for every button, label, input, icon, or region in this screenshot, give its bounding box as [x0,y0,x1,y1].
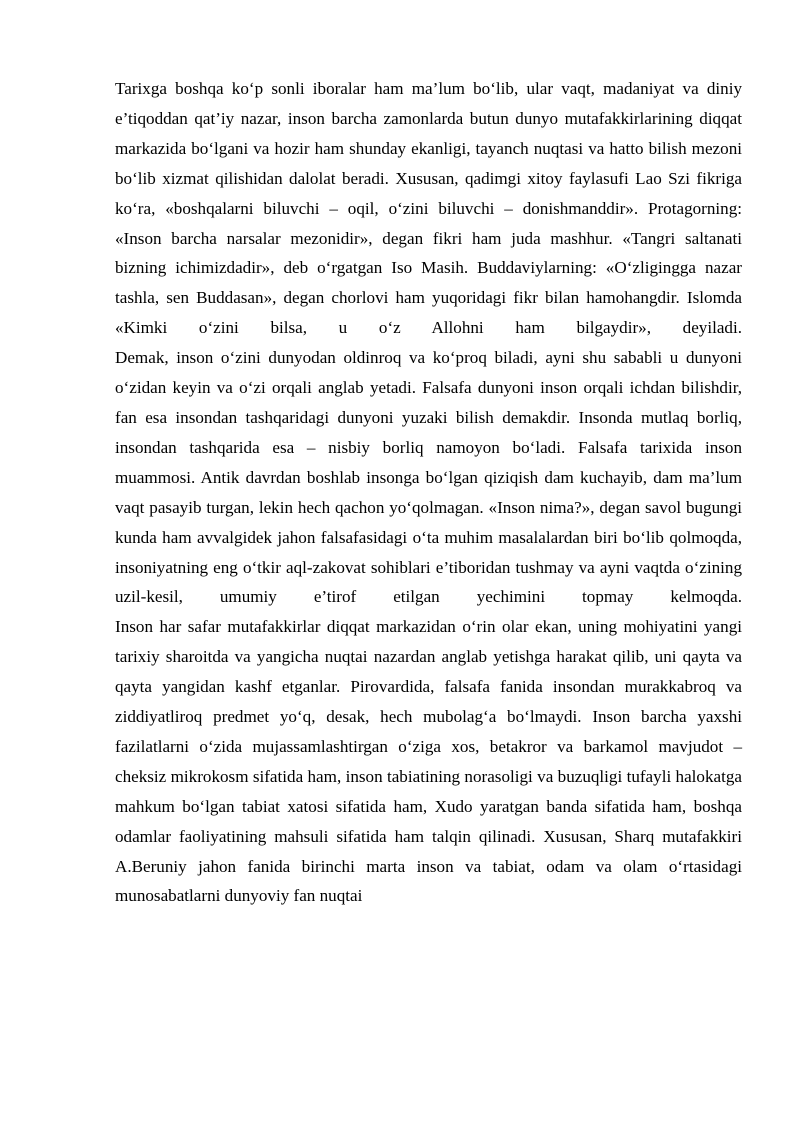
paragraph-1: Tarixga boshqa ko‘p sonli iboralar ham ma’lum bo‘lib, ular vaqt, madaniyat va diniy e’tiqoddan qat’iy nazar, inson barcha zamonlarda butun dunyo mutafakkirlarining diqqat markazida bo‘lgani va hozir ham shunday ekanligi, tayanch nuqtasi va hatto bilish mezoni bo‘lib xizmat qilishidan dalolat beradi. Xususan, qadimgi xitoy faylasufi Lao Szi fikriga ko‘ra, «boshqalarni biluvchi – oqil, o‘zini biluvchi – donishmanddir». Protagorning: «Inson barcha narsalar mezonidir», degan fikri ham juda mashhur. «Tangri saltanati bizning ichimizdadir», deb o‘rgatgan Iso Masih. Buddaviylarning: «O‘zligingga nazar tashla, sen Buddasan», degan chorlovi ham yuqoridagi fikr bilan hamohangdir. Islomda «Kimki o‘zini bilsa, u o‘z Allohni ham bilgaydir», deyiladi. [115,79,742,338]
paragraph-2: Demak, inson o‘zini dunyodan oldinroq va ko‘proq biladi, ayni shu sababli u dunyoni o‘zidan keyin va o‘zi orqali anglab yetadi. Falsafa dunyoni inson orqali ichdan bilishdir, fan esa insondan tashqaridagi dunyoni yuzaki bilish demakdir. Insonda mutlaq borliq, insondan tashqarida esa – nisbiy borliq namoyon bo‘ladi. Falsafa tarixida inson muammosi. Antik davrdan boshlab insonga bo‘lgan qiziqish dam kuchayib, dam ma’lum vaqt pasayib turgan, lekin hech qachon yo‘qolmagan. «Inson nima?», degan savol bugungi kunda ham avvalgidek jahon falsafasidagi o‘ta muhim masalalardan biri bo‘lib qolmoqda, insoniyatning eng o‘tkir aql-zakovat sohiblari e’tiboridan tushmay va ayni vaqtda o‘zining uzil-kesil, umumiy e’tirof etilgan yechimini topmay kelmoqda. [115,348,742,607]
paragraph-3: Inson har safar mutafakkirlar diqqat markazidan o‘rin olar ekan, uning mohiyatini yangi tarixiy sharoitda va yangicha nuqtai nazardan anglab yetishga harakat qilib, uni qayta va qayta yangidan kashf etganlar. Pirovardida, falsafa fanida insondan murakkabroq va ziddiyatliroq predmet yo‘q, desak, hech mubolag‘a bo‘lmaydi. Inson barcha yaxshi fazilatlarni o‘zida mujassamlashtirgan o‘ziga xos, betakror va barkamol mavjudot – cheksiz mikrokosm sifatida ham, inson tabiatining norasoligi va buzuqligi tufayli halokatga mahkum bo‘lgan tabiat xatosi sifatida ham, Xudo yaratgan banda sifatida ham, boshqa odamlar faoliyatining mahsuli sifatida ham talqin qilinadi. Xususan, Sharq mutafakkiri A.Beruniy jahon fanida birinchi marta inson va tabiat, odam va olam o‘rtasidagi munosabatlarni dunyoviy fan nuqtai [115,617,742,906]
document-page [115,74,742,911]
